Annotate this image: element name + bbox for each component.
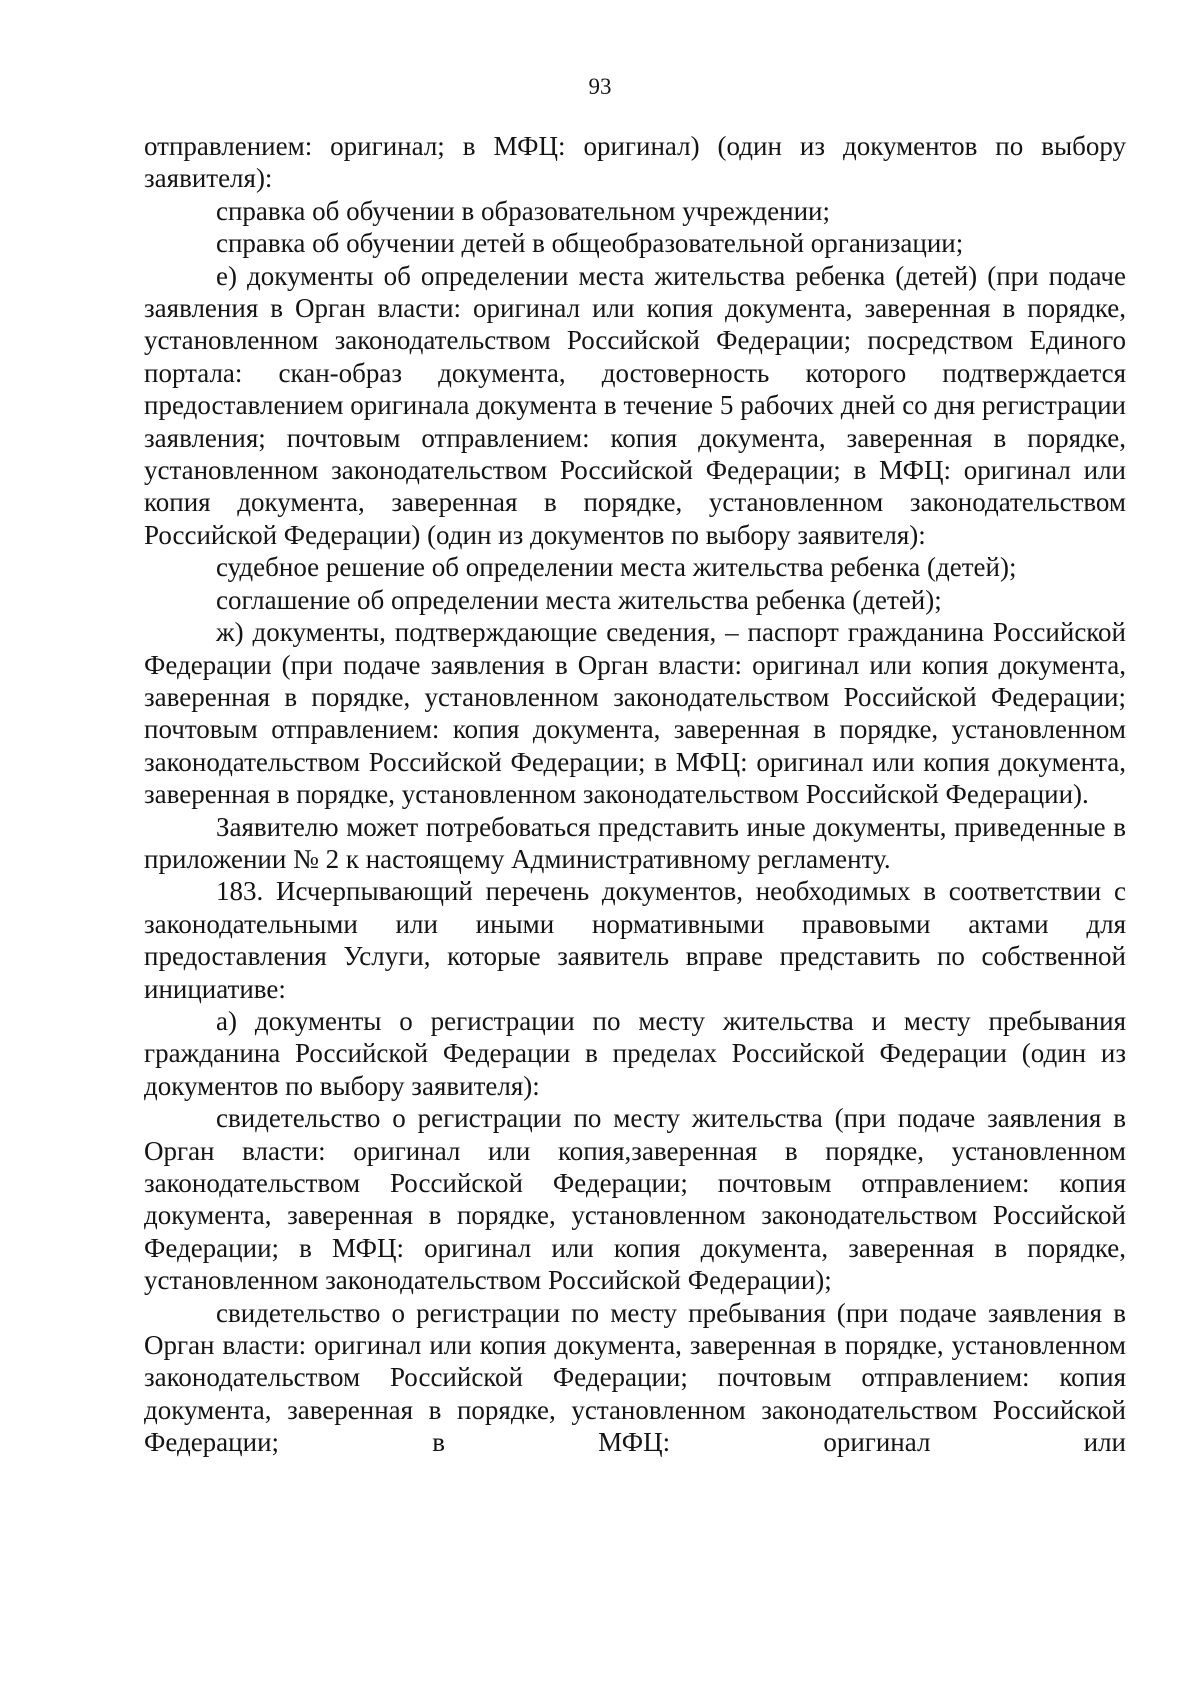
paragraph-item-zh: ж) документы, подтверждающие сведения, – паспорт гражданина Российской Федерации (при подаче заявления в Орган власти: оригинал или копия документа, заверенная в порядке, установленном законодательством Российской Федерации; почтовым отправлением: копия документа, заверенная в порядке, установленном законодательством Российской Федерации; в МФЦ: оригинал или копия документа, заверенная в порядке, установленном законодательством Российской Федерации). bbox=[144, 617, 1126, 810]
paragraph-item-a: а) документы о регистрации по месту жительства и месту пребывания гражданина Российской Федерации в пределах Российской Федерации (один из документов по выбору заявителя): bbox=[144, 1005, 1126, 1101]
paragraph-stay-certificate: свидетельство о регистрации по месту пребывания (при подаче заявления в Орган власти: оригинал или копия документа, заверенная в порядке, установленном законодательством Российской Федерации; почтовым отправлением: копия документа, заверенная в порядке, установленном законодательством Российской Федерации; в МФЦ: оригинал или bbox=[144, 1297, 1126, 1458]
paragraph-residence-certificate: свидетельство о регистрации по месту жительства (при подаче заявления в Орган власти: оригинал или копия,заверенная в порядке, установленном законодательством Российской Федерации; почтовым отправлением: копия документа, заверенная в порядке, установленном законодательством Российской Федерации; в МФЦ: оригинал или копия документа, заверенная в порядке, установленном законодательством Российской Федерации); bbox=[144, 1103, 1126, 1296]
paragraph-183: 183. Исчерпывающий перечень документов, необходимых в соответствии с законодательными или иными нормативными правовыми актами для предоставления Услуги, которые заявитель вправе представить по собственной инициативе: bbox=[144, 876, 1126, 1004]
paragraph-item-e: е) документы об определении места жительства ребенка (детей) (при подаче заявления в Орган власти: оригинал или копия документа, заверенная в порядке, установленном законодательством Российской Федерации; посредством Единого портала: скан-образ документа, достоверность которого подтверждается предоставлением оригинала документа в течение 5 рабочих дней со дня регистрации заявления; почтовым отправлением: копия документа, заверенная в порядке, установленном законодательством Российской Федерации; в МФЦ: оригинал или копия документа, заверенная в порядке, установленном законодательством Российской Федерации) (один из документов по выбору заявителя): bbox=[144, 260, 1126, 550]
paragraph-additional-documents: Заявителю может потребоваться представить иные документы, приведенные в приложении № 2 к настоящему Административному регламенту. bbox=[144, 811, 1126, 874]
paragraph-continuation: отправлением: оригинал; в МФЦ: оригинал) (один из документов по выбору заявителя): bbox=[144, 131, 1126, 194]
list-item-agreement: соглашение об определении места жительства ребенка (детей); bbox=[216, 584, 942, 615]
document-body bbox=[144, 130, 1126, 1459]
page-number: 93 bbox=[588, 74, 612, 99]
list-item-court-decision: судебное решение об определении места жительства ребенка (детей); bbox=[216, 552, 1017, 583]
list-item-children-study-certificate: справка об обучении детей в общеобразовательной организации; bbox=[216, 228, 964, 259]
list-item-study-certificate: справка об обучении в образовательном учреждении; bbox=[216, 195, 830, 226]
